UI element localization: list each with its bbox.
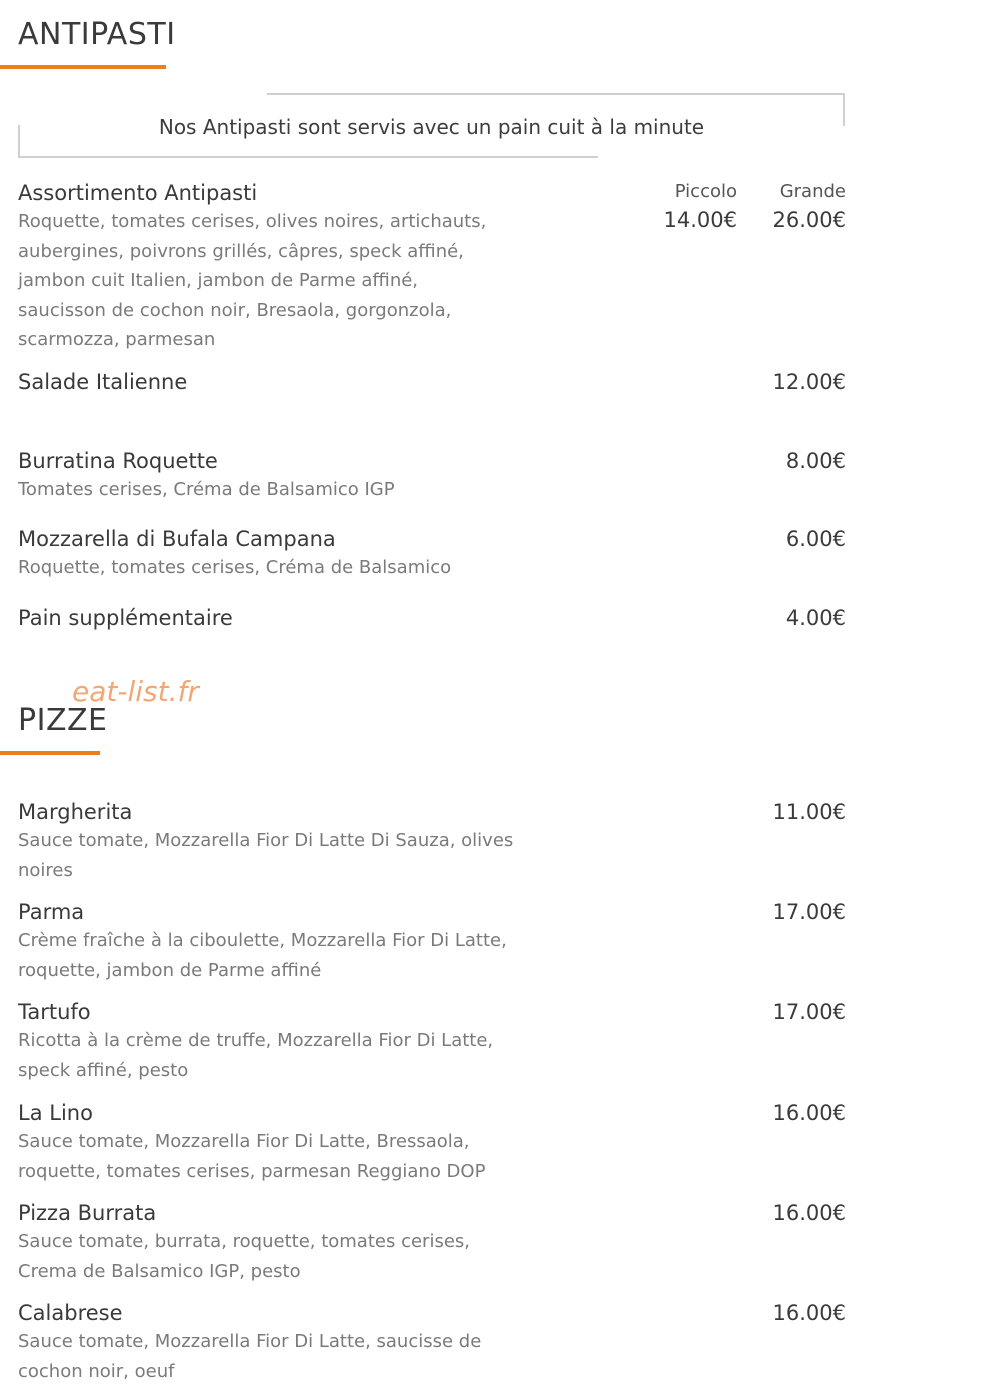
pizze-title-underline — [0, 751, 100, 755]
menu-item-la-lino — [18, 1099, 846, 1186]
item-description-line: Roquette, tomates cerises, olives noires, artichauts, — [18, 211, 487, 232]
item-description-line: Ricotta à la crème de truffe, Mozzarella Fior Di Latte, — [18, 1030, 494, 1051]
item-name: Pain supplémentaire — [18, 606, 233, 630]
item-description — [18, 1026, 528, 1085]
item-description-line: Crème fraîche à la ciboulette, Mozzarella Fior Di Latte, — [18, 930, 507, 951]
item-description-line: Sauce tomate, burrata, roquette, tomates cerises, — [18, 1231, 470, 1252]
size-price: 26.00€ — [772, 208, 846, 232]
item-description-line: saucisson de cochon noir, Bresaola, gorgonzola, — [18, 299, 452, 321]
antipasti-title-underline — [0, 65, 166, 69]
item-description-line: jambon cuit Italien, jambon de Parme affiné, — [18, 270, 419, 291]
size-piccolo — [664, 179, 737, 235]
size-label: Piccolo — [674, 181, 737, 202]
item-name: Parma — [18, 900, 85, 924]
notice-text: Nos Antipasti sont servis avec un pain cuit à la minute — [158, 115, 705, 139]
item-description-line: roquette, tomates cerises, parmesan Reggiano DOP — [18, 1160, 486, 1182]
item-description-line: Roquette, tomates cerises, Créma de Balsamico — [18, 557, 452, 578]
item-description — [18, 207, 528, 355]
item-description-line: Crema de Balsamico IGP, pesto — [18, 1260, 301, 1282]
size-label: Grande — [779, 181, 846, 202]
antipasti-title: ANTIPASTI — [18, 17, 176, 52]
item-name: Tartufo — [18, 1000, 91, 1024]
menu-item-tartufo — [18, 998, 846, 1085]
menu-item-pain-supplementaire — [18, 604, 846, 632]
item-name: Calabrese — [18, 1301, 123, 1325]
item-description-line: Tomates cerises, Créma de Balsamico IGP — [18, 479, 395, 500]
item-price: 16.00€ — [772, 1201, 846, 1225]
menu-item-salade-italienne — [18, 368, 846, 396]
item-description — [18, 1127, 528, 1186]
item-description-line: speck affiné, pesto — [18, 1059, 189, 1081]
item-price: 12.00€ — [772, 370, 846, 394]
item-description-line: Sauce tomate, Mozzarella Fior Di Latte, Bressaola, — [18, 1131, 470, 1152]
menu-item-pizza-burrata — [18, 1199, 846, 1286]
item-name: La Lino — [18, 1101, 93, 1125]
item-price: 8.00€ — [785, 449, 846, 473]
item-price: 6.00€ — [785, 527, 846, 551]
item-price: 17.00€ — [772, 1000, 846, 1024]
item-name: Mozzarella di Bufala Campana — [18, 527, 336, 551]
item-price: 4.00€ — [785, 606, 846, 630]
menu-item-parma — [18, 898, 846, 985]
item-description-line: roquette, jambon de Parme affiné — [18, 959, 322, 981]
item-description-line: Sauce tomate, Mozzarella Fior Di Latte, saucisse de — [18, 1331, 482, 1352]
item-name: Assortimento Antipasti — [18, 181, 258, 205]
pizze-title: PIZZE — [18, 703, 108, 738]
item-description-line: scarmozza, parmesan — [18, 329, 216, 350]
item-description-line: aubergines, poivrons grillés, câpres, speck affiné, — [18, 240, 464, 262]
item-price: 11.00€ — [772, 800, 846, 824]
menu-item-margherita — [18, 798, 846, 885]
item-description-line: Sauce tomate, Mozzarella Fior Di Latte Di Sauza, olives — [18, 830, 514, 851]
item-description — [18, 475, 528, 505]
item-description — [18, 553, 528, 583]
size-grande — [773, 179, 846, 235]
item-description — [18, 1227, 528, 1286]
item-price: 16.00€ — [772, 1101, 846, 1125]
item-name: Margherita — [18, 800, 133, 824]
item-name: Pizza Burrata — [18, 1201, 157, 1225]
item-name: Salade Italienne — [18, 370, 188, 394]
item-description — [18, 1327, 528, 1386]
item-price: 16.00€ — [772, 1301, 846, 1325]
item-description-line: cochon noir, oeuf — [18, 1360, 175, 1382]
item-name: Burratina Roquette — [18, 449, 218, 473]
menu-item-burratina-roquette — [18, 447, 846, 505]
watermark: eat-list.fr — [72, 675, 199, 708]
notice-border-top — [267, 93, 845, 95]
menu-item-assortimento-antipasti — [18, 179, 846, 355]
menu-item-mozzarella-di-bufala — [18, 525, 846, 583]
item-description — [18, 926, 528, 985]
item-description-line: noires — [18, 859, 73, 881]
menu-item-calabrese — [18, 1299, 846, 1386]
item-description — [18, 826, 528, 885]
size-price: 14.00€ — [663, 208, 737, 232]
notice-border-bottom — [18, 156, 598, 158]
item-price: 17.00€ — [772, 900, 846, 924]
